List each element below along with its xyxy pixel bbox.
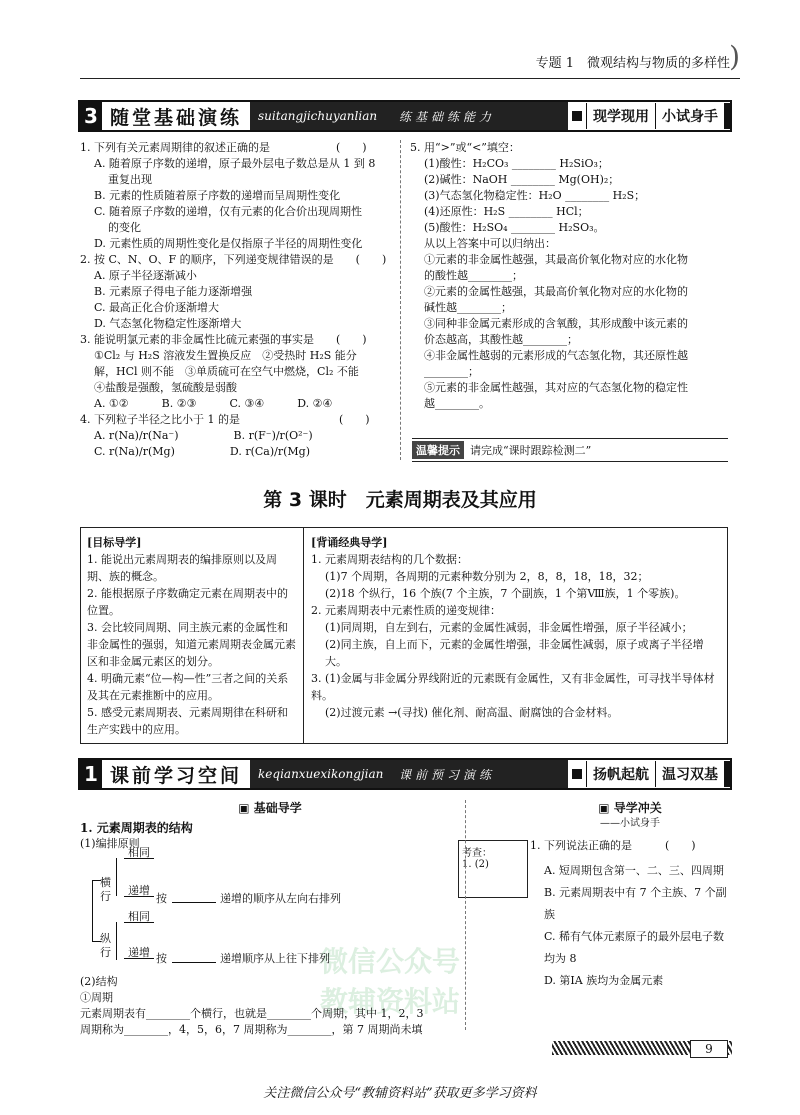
guide-box xyxy=(80,527,728,744)
goal-item: 2. 能根据原子序数确定元素在周期表中的位置。 xyxy=(87,587,288,617)
banner-tag-2: 温习双基 xyxy=(662,767,718,783)
classic-item: (2)同主族，自上而下，元素的金属性增强，非金属性减弱，原子或离子半径增大。 xyxy=(325,638,704,668)
blank-line xyxy=(172,902,216,903)
inc-label: 递增 xyxy=(128,946,150,959)
question-line: 碱性越________； xyxy=(424,301,512,314)
classic-item: 3. (1)金属与非金属分界线附近的元素既有金属性，又有非金属性，可寻找半导体材料。 xyxy=(311,672,715,702)
question-line: (3)气态氢化物稳定性：H₂O ________ H₂S； xyxy=(424,189,646,202)
tip-bar xyxy=(412,438,728,462)
basics-line: 周期称为________，4，5，6，7 周期称为________，第 7 周期尚未填 xyxy=(80,1023,423,1036)
arrangement-diagram xyxy=(80,846,400,965)
question-line: ①Cl₂ 与 H₂S 溶液发生置换反应 ②受热时 H₂S 能分 xyxy=(94,349,357,362)
question-line: 越________。 xyxy=(424,397,490,410)
question-line: B. 元素的性质随着原子序数的递增而呈周期性变化 xyxy=(94,189,341,202)
diagram-branch xyxy=(116,922,125,960)
question-line: A. ①② B. ②③ C. ③④ D. ②④ xyxy=(94,397,333,410)
banner-tag-2: 小试身手 xyxy=(662,109,718,125)
classic-item: (1)同周期，自左到右，元素的金属性减弱，非金属性增强，原子半径减小； xyxy=(325,621,693,634)
goal-item: 3. 会比较同周期、同主族元素的金属性和非金属性的强弱，知道元素周期表金属元素区和非金属元素区的划分。 xyxy=(87,621,296,668)
basics-heading-text: 基础导学 xyxy=(253,801,302,815)
basics-s2a: ①周期 xyxy=(80,991,113,1004)
classic-item: (2)过渡元素 →(寻找) 催化剂、耐高温、耐腐蚀的合金材料。 xyxy=(325,706,619,719)
question-line: 的酸性越________； xyxy=(424,269,523,282)
col-rule: 递增顺序从上往下排列 xyxy=(220,952,330,965)
banner-title: 课前学习空间 xyxy=(110,764,243,787)
diagram-row-label: 横行 xyxy=(100,876,111,903)
question-line: ④盐酸是强酸，氢硫酸是弱酸 xyxy=(94,381,237,394)
goal-item: 1. 能说出元素周期表的编排原则以及周期、族的概念。 xyxy=(87,553,277,583)
guide-item: B. 元素周期表中有 7 个主族、7 个副族 xyxy=(544,886,727,921)
question-line: 价态越高，其酸性越________； xyxy=(424,333,578,346)
basics-structure xyxy=(80,974,460,1038)
guide-sub: ——小试身手 xyxy=(600,818,660,829)
banner-endbar xyxy=(724,103,730,129)
section-banner-practice xyxy=(78,100,732,132)
same-label: 相同 xyxy=(128,910,150,923)
classic-item: (2)18 个纵行，16 个族(7 个主族，7 个副族，1 个第Ⅷ族，1 个零族)。 xyxy=(325,587,686,600)
guide-item: A. 短周期包含第一、二、三、四周期 xyxy=(544,864,724,877)
exam-label: 考查： xyxy=(462,848,492,859)
question-line: 的变化 xyxy=(108,221,141,234)
guide-box-divider xyxy=(303,528,304,743)
banner-slogan: 练基础练能力 xyxy=(391,102,568,130)
question-line: (2)碱性：NaOH ________ Mg(OH)₂； xyxy=(424,173,620,186)
question-line: C. 最高正化合价逐渐增大 xyxy=(94,301,220,314)
guide-item: C. 稀有气体元素原子的最外层电子数均为 8 xyxy=(544,930,725,965)
page-number: 9 xyxy=(690,1040,728,1058)
basics-s2: (2)结构 xyxy=(80,975,118,988)
exam-ref: 1. (2) xyxy=(462,859,489,870)
basics-s1: 1. 元素周期表的结构 xyxy=(80,821,193,835)
tip-text: 请完成“课时跟踪检测二” xyxy=(470,444,592,457)
banner-endbar xyxy=(724,761,730,787)
question-line: D. 元素性质的周期性变化是仅指原子半径的周期性变化 xyxy=(94,237,363,250)
banner-pinyin: suitangjichuyanlian xyxy=(250,102,391,130)
lesson-title: 第 3 课时 元素周期表及其应用 xyxy=(263,489,537,511)
right-question-column xyxy=(410,140,730,412)
question-line: (5)酸性：H₂SO₄ ________ H₂SO₃。 xyxy=(424,221,605,234)
question-line: 解，HCl 则不能 ③单质硫可在空气中燃烧，Cl₂ 不能 xyxy=(94,365,359,378)
same-label: 相同 xyxy=(128,846,150,859)
square-icon xyxy=(572,769,582,779)
header-topic: 专题 1 微观结构与物质的多样性 xyxy=(535,56,730,71)
banner-tag-1: 现学现用 xyxy=(586,103,656,129)
question-line: ⑤元素的非金属性越强，其对应的气态氢化物的稳定性 xyxy=(424,381,688,394)
question-line: B. 元素原子得电子能力逐渐增强 xyxy=(94,285,253,298)
watermark-line: 教辅资料站 xyxy=(319,985,460,1018)
guide-heading: ▣ 导学冲关 xyxy=(598,801,662,815)
question-line: (4)还原性：H₂S ________ HCl； xyxy=(424,205,589,218)
guide-item: 1. 下列说法正确的是 ( ) xyxy=(530,839,696,852)
banner-pinyin: keqianxuexikongjian xyxy=(250,760,391,788)
banner-title: 随堂基础演练 xyxy=(110,106,243,129)
question-line: 从以上答案中可以归纳出： xyxy=(424,237,556,250)
question-line: A. r(Na)/r(Na⁻) B. r(F⁻)/r(O²⁻) xyxy=(94,429,313,442)
diagram-branch xyxy=(116,858,125,896)
basics-heading: ▣ 基础导学 xyxy=(238,801,302,815)
goals-heading: [目标导学] xyxy=(87,536,142,549)
question-line: ④非金属性越弱的元素形成的气态氢化物，其还原性越 xyxy=(424,349,688,362)
header-brace: ) xyxy=(729,40,740,73)
classic-column xyxy=(311,534,721,721)
question-line: C. r(Na)/r(Mg) D. r(Ca)/r(Mg) xyxy=(94,445,310,458)
diagram-col-label: 纵行 xyxy=(100,932,111,959)
question-line: A. 随着原子序数的递增，原子最外层电子数总是从 1 到 8 xyxy=(94,157,376,170)
square-icon xyxy=(572,111,582,121)
classic-item: (1)7 个周期，各周期的元素种数分别为 2，8，8，18，18，32； xyxy=(325,570,649,583)
guide-item: D. 第ⅠA 族均为金属元素 xyxy=(544,974,664,987)
goal-item: 4. 明确元素“位—构—性”三者之间的关系及其在元素推断中的应用。 xyxy=(87,672,289,702)
guide-section xyxy=(530,800,730,992)
goals-column xyxy=(87,534,297,738)
question-line: 1. 下列有关元素周期律的叙述正确的是 ( ) xyxy=(80,141,367,154)
question-line: A. 原子半径逐渐减小 xyxy=(94,269,197,282)
exam-box xyxy=(458,840,528,898)
question-line: 5. 用“>”或“<”填空： xyxy=(410,141,520,154)
section-banner-preview xyxy=(78,758,732,790)
classic-item: 2. 元素周期表中元素性质的递变规律： xyxy=(311,604,501,617)
an-label: 按 xyxy=(156,892,167,905)
classic-item: 1. 元素周期表结构的几个数据： xyxy=(311,553,468,566)
question-line: D. 气态氢化物稳定性逐渐增大 xyxy=(94,317,242,330)
inc-label: 递增 xyxy=(128,884,150,897)
side-divider xyxy=(465,800,466,1030)
banner-number: 1 xyxy=(80,760,102,788)
question-line: 2. 按 C、N、O、F 的顺序，下列递变规律错误的是 ( ) xyxy=(80,253,387,266)
question-line: ②元素的金属性越强，其最高价氧化物对应的水化物的 xyxy=(424,285,688,298)
question-line: (1)酸性：H₂CO₃ ________ H₂SiO₃； xyxy=(424,157,609,170)
goal-item: 5. 感受元素周期表、元素周期律在科研和生产实践中的应用。 xyxy=(87,706,288,736)
basics-s1a: (1)编排原则 xyxy=(80,837,140,850)
left-question-column xyxy=(80,140,395,460)
banner-slogan: 课前预习演练 xyxy=(391,760,568,788)
row-rule: 递增的顺序从左向右排列 xyxy=(220,892,341,905)
an-label: 按 xyxy=(156,952,167,965)
guide-heading-text: 导学冲关 xyxy=(613,801,662,815)
watermark-line: 微信公众号 xyxy=(319,945,460,978)
diagram-bracket xyxy=(92,880,101,942)
question-line: ③同种非金属元素形成的含氧酸，其形成酸中该元素的 xyxy=(424,317,688,330)
tip-label: 温馨提示 xyxy=(412,441,464,459)
basics-line: 元素周期表有________个横行，也就是________个周期，其中 1，2，3 xyxy=(80,1007,424,1020)
classic-heading: [背诵经典导学] xyxy=(311,536,388,549)
question-line: 重复出现 xyxy=(108,173,152,186)
question-line: ①元素的非金属性越强，其最高价氧化物对应的水化物 xyxy=(424,253,688,266)
question-line: C. 随着原子序数的递增，仅有元素的化合价出现周期性 xyxy=(94,205,363,218)
footer-note: 关注微信公众号“教辅资料站”获取更多学习资料 xyxy=(263,1086,537,1101)
question-line: 4. 下列粒子半径之比小于 1 的是 ( ) xyxy=(80,413,370,426)
banner-number: 3 xyxy=(80,102,102,130)
banner-tag-1: 扬帆起航 xyxy=(586,761,656,787)
header-rule xyxy=(80,78,740,79)
blank-line xyxy=(172,962,216,963)
question-line: 3. 能说明氯元素的非金属性比硫元素强的事实是 ( ) xyxy=(80,333,367,346)
column-divider xyxy=(400,140,401,460)
question-line: ________； xyxy=(424,365,479,378)
